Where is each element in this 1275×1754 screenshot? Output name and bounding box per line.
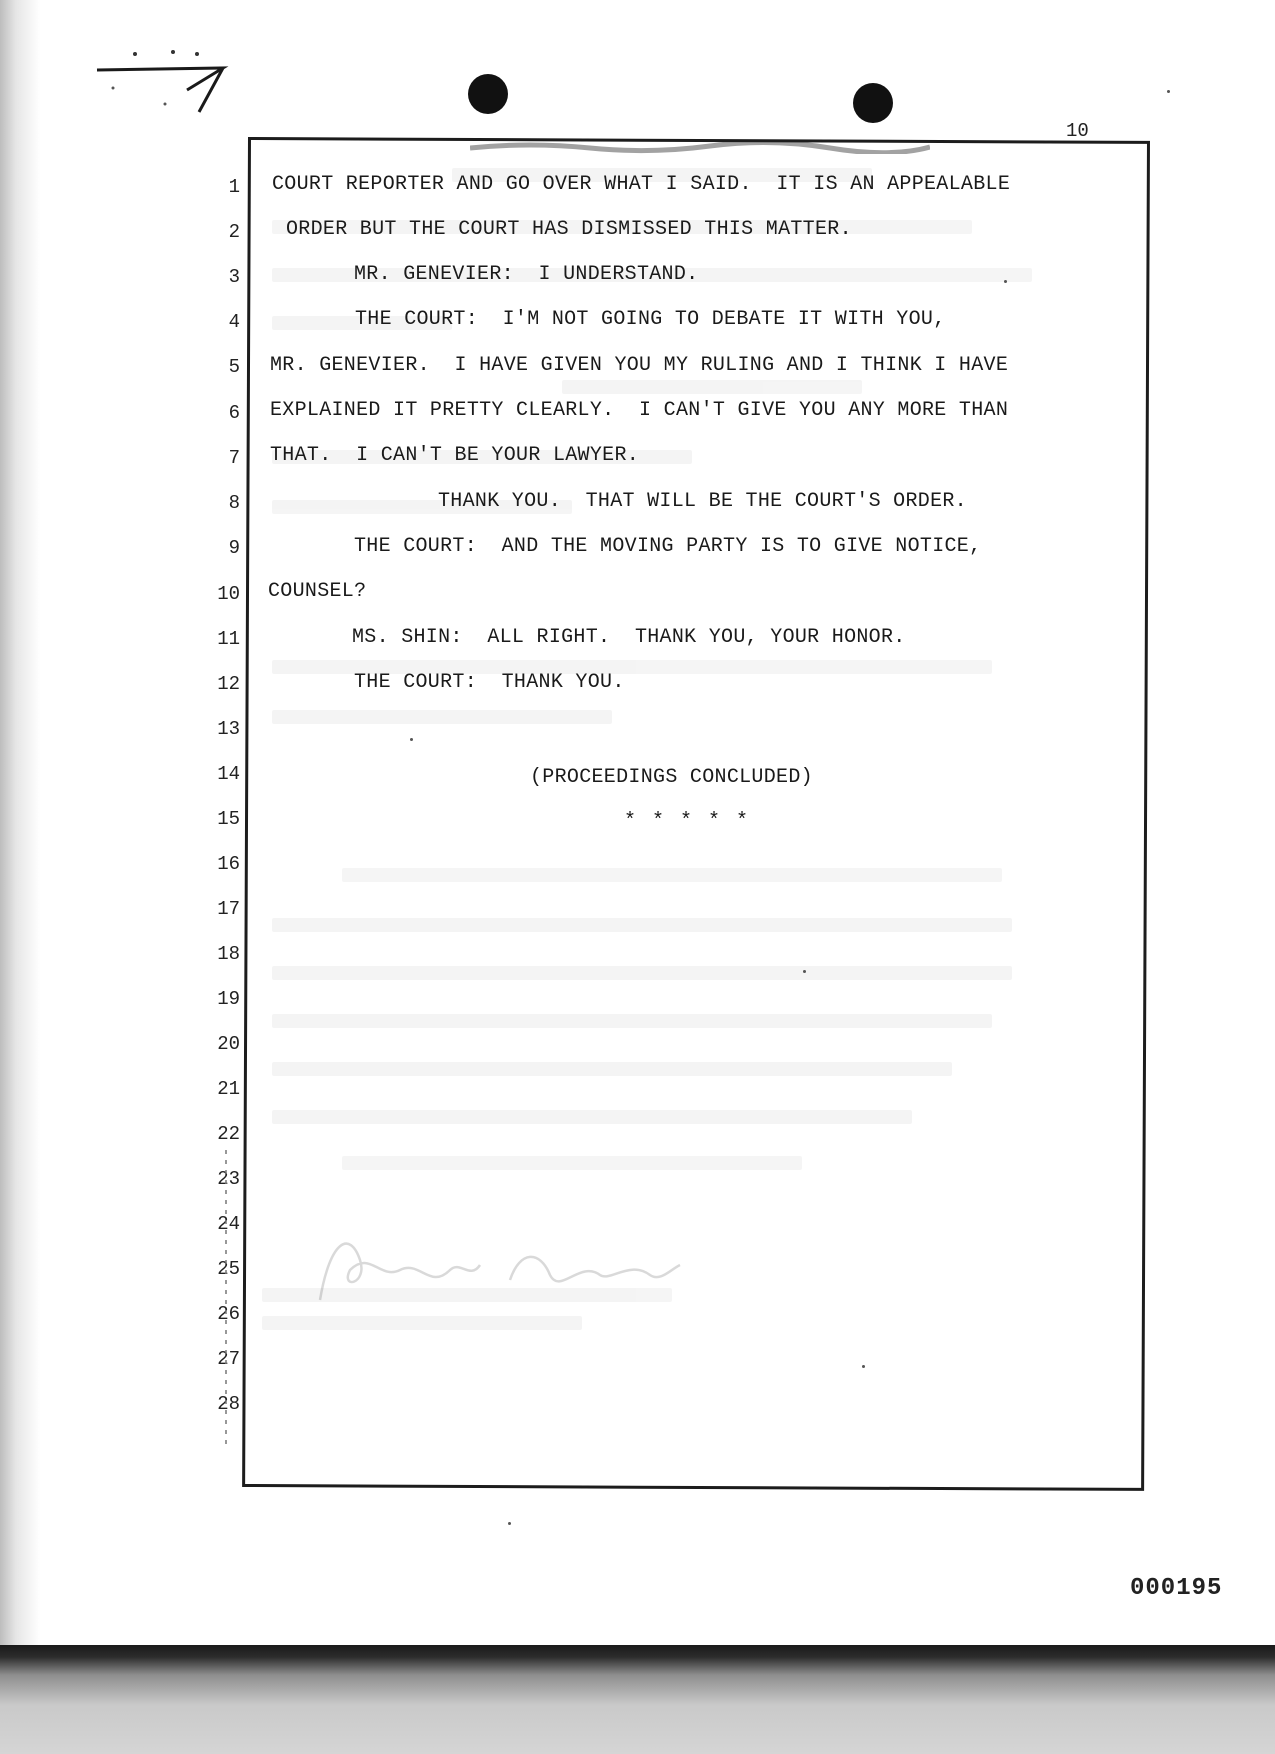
line-number: 22 bbox=[217, 1123, 240, 1145]
transcript-line: MR. GENEVIER: I UNDERSTAND. bbox=[354, 263, 699, 286]
bates-number: 000195 bbox=[1130, 1575, 1223, 1602]
scan-speck bbox=[410, 738, 413, 741]
line-number: 13 bbox=[217, 718, 240, 740]
line-number: 7 bbox=[228, 447, 240, 469]
transcript-line: THE COURT: I'M NOT GOING TO DEBATE IT WITH YOU, bbox=[355, 308, 946, 331]
line-number: 17 bbox=[217, 898, 240, 920]
line-number: 26 bbox=[217, 1303, 240, 1325]
scan-border-bottom bbox=[0, 1645, 1275, 1754]
corner-pen-mark bbox=[95, 48, 245, 128]
line-number: 23 bbox=[217, 1168, 240, 1190]
line-number: 20 bbox=[217, 1033, 240, 1055]
line-number: 1 bbox=[228, 176, 240, 198]
scan-speck bbox=[508, 1522, 511, 1525]
proceedings-concluded: (PROCEEDINGS CONCLUDED) bbox=[530, 766, 813, 789]
scan-speck bbox=[1167, 90, 1170, 93]
line-number: 8 bbox=[228, 492, 240, 514]
page-number: 10 bbox=[1066, 120, 1089, 142]
transcript-line: THE COURT: AND THE MOVING PARTY IS TO GIVE NOTICE, bbox=[354, 535, 982, 558]
line-number: 10 bbox=[217, 583, 240, 605]
line-number: 28 bbox=[217, 1393, 240, 1415]
line-number: 11 bbox=[217, 628, 240, 650]
transcript-line: COUNSEL? bbox=[268, 580, 367, 603]
line-number: 25 bbox=[217, 1258, 240, 1280]
line-number: 2 bbox=[228, 221, 240, 243]
transcript-line: MR. GENEVIER. I HAVE GIVEN YOU MY RULING AND I THINK I HAVE bbox=[270, 354, 1009, 377]
line-number: 12 bbox=[217, 673, 240, 695]
line-number: 21 bbox=[217, 1078, 240, 1100]
transcript-line: MS. SHIN: ALL RIGHT. THANK YOU, YOUR HONOR. bbox=[352, 626, 906, 649]
line-number: 15 bbox=[217, 808, 240, 830]
line-number: 16 bbox=[217, 853, 240, 875]
punch-hole-left bbox=[468, 74, 508, 114]
scan-edge-shadow bbox=[0, 0, 40, 1645]
margin-stamp-marks bbox=[218, 1150, 234, 1450]
scan-speck bbox=[803, 970, 806, 973]
transcript-line: EXPLAINED IT PRETTY CLEARLY. I CAN'T GIVE YOU ANY MORE THAN bbox=[270, 399, 1009, 422]
line-number: 19 bbox=[217, 988, 240, 1010]
transcript-line: ORDER BUT THE COURT HAS DISMISSED THIS MATTER. bbox=[286, 218, 852, 241]
transcript-line: COURT REPORTER AND GO OVER WHAT I SAID. IT IS AN APPEALABLE bbox=[272, 173, 1011, 196]
scan-speck bbox=[862, 1365, 865, 1368]
line-number: 9 bbox=[228, 537, 240, 559]
section-stars: * * * * * bbox=[624, 810, 751, 833]
line-number: 5 bbox=[228, 356, 240, 378]
scan-speck bbox=[1004, 280, 1007, 283]
line-number: 27 bbox=[217, 1348, 240, 1370]
line-number: 4 bbox=[228, 311, 240, 333]
line-number: 6 bbox=[228, 402, 240, 424]
transcript-line: THE COURT: THANK YOU. bbox=[354, 671, 625, 694]
transcript-line: THANK YOU. THAT WILL BE THE COURT'S ORDER. bbox=[438, 490, 967, 513]
line-number: 3 bbox=[228, 266, 240, 288]
line-number: 24 bbox=[217, 1213, 240, 1235]
punch-hole-right bbox=[853, 83, 893, 123]
transcript-line: THAT. I CAN'T BE YOUR LAWYER. bbox=[270, 444, 640, 467]
line-number: 14 bbox=[217, 763, 240, 785]
line-number: 18 bbox=[217, 943, 240, 965]
